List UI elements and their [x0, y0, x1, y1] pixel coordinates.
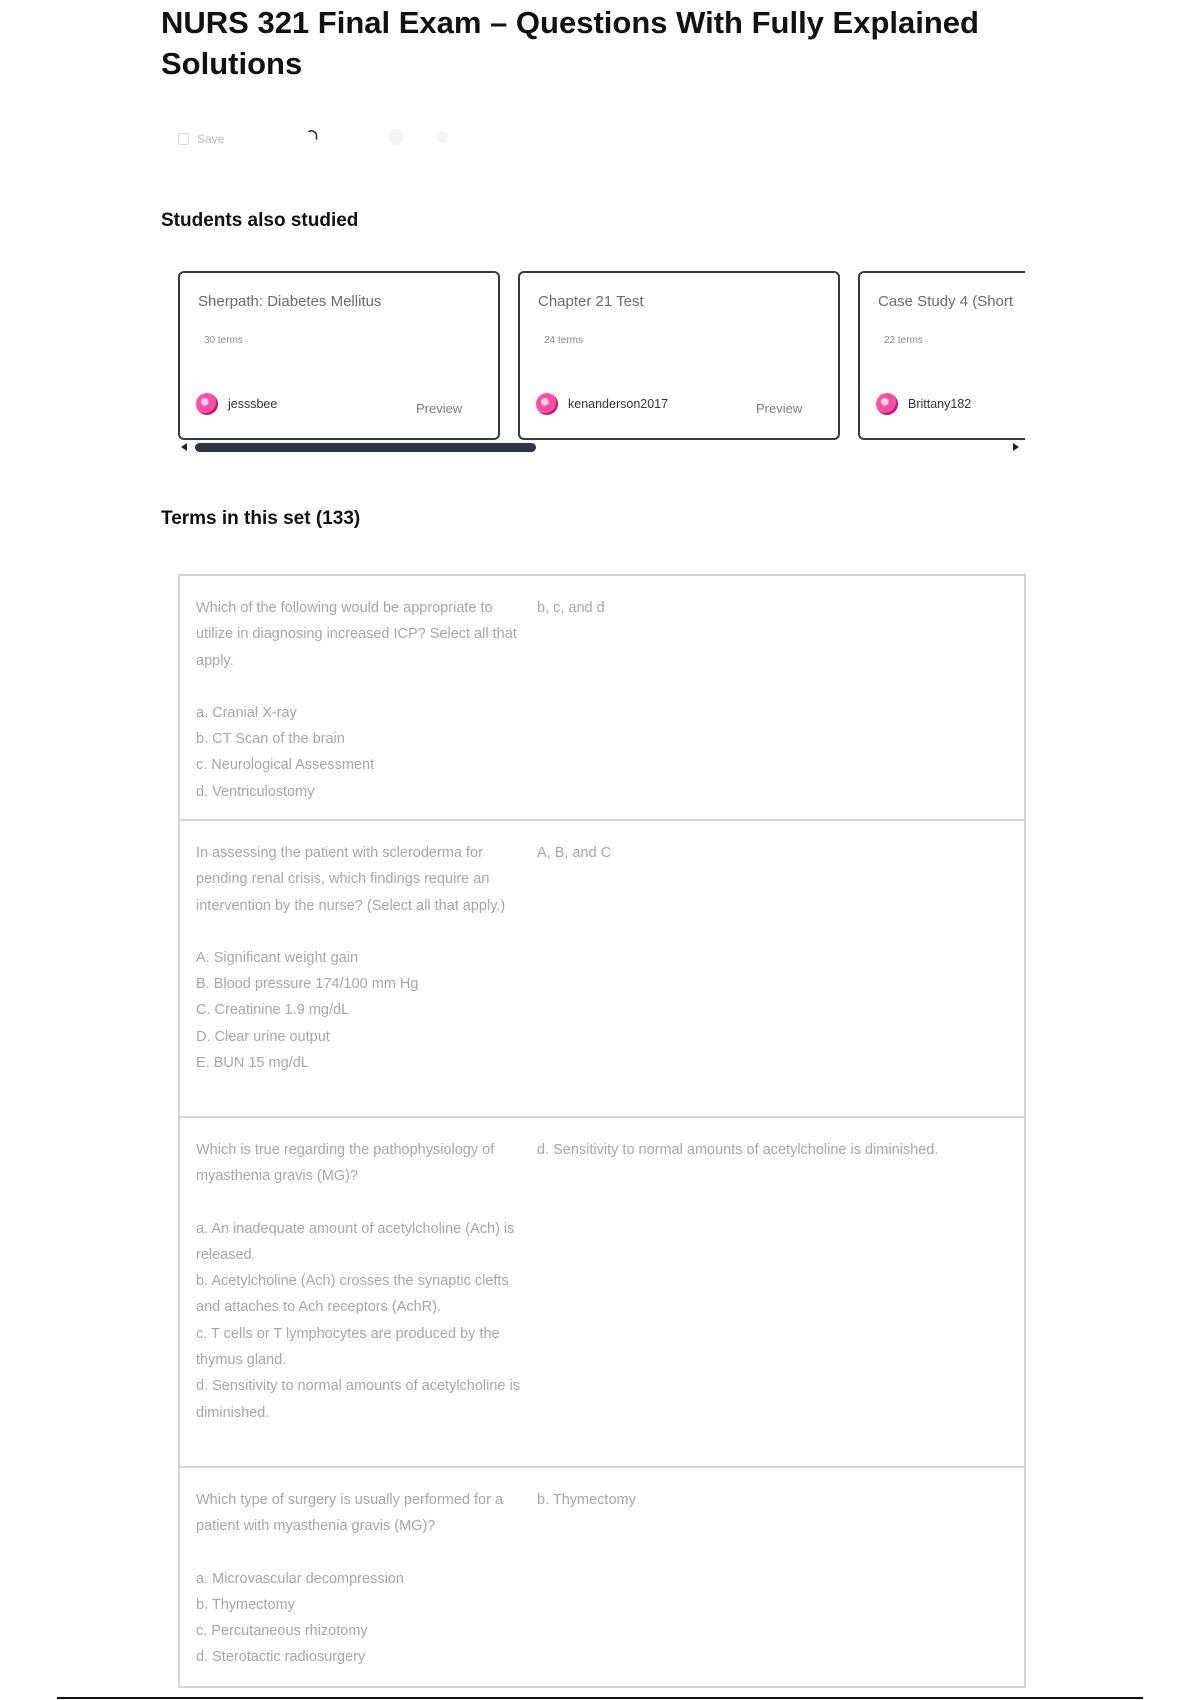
- study-set-card[interactable]: [178, 271, 500, 440]
- carousel-scrollbar[interactable]: [195, 443, 1007, 452]
- loading-spinner-icon: [306, 129, 320, 143]
- answer-option: d. Ventriculostomy: [196, 783, 315, 800]
- toolbar: [178, 126, 224, 152]
- scroll-right-arrow-icon[interactable]: [1013, 443, 1019, 451]
- term-answer: b. Thymectomy: [537, 1492, 636, 1508]
- study-set-carousel: [178, 271, 1025, 456]
- avatar: [536, 393, 558, 415]
- card-term-count: 30 terms: [204, 335, 243, 346]
- answer-option: c. Percutaneous rhizotomy: [196, 1623, 368, 1640]
- answer-option: D. Clear urine output: [196, 1028, 330, 1045]
- question-text: Which of the following would be appropriate to utilize in diagnosing increased ICP? Select all that apply.: [196, 600, 517, 669]
- term-answer: d. Sensitivity to normal amounts of acetylcholine is diminished.: [537, 1142, 939, 1158]
- scroll-left-arrow-icon[interactable]: [181, 443, 187, 451]
- study-set-card[interactable]: [518, 271, 840, 440]
- save-button[interactable]: [178, 132, 224, 146]
- term-row: [180, 821, 1024, 1118]
- card-username[interactable]: Brittany182: [908, 397, 972, 411]
- answer-option: c. T cells or T lymphocytes are produced by the thymus gland.: [196, 1325, 500, 1369]
- term-row: [180, 1468, 1024, 1686]
- card-title: Case Study 4 (Short: [878, 293, 1014, 310]
- card-term-count: 24 terms: [544, 335, 583, 346]
- avatar: [876, 393, 898, 415]
- save-label: Save: [197, 132, 225, 146]
- term-question: [180, 821, 537, 1116]
- term-answer: A, B, and C: [537, 845, 612, 861]
- terms-set-heading: Terms in this set (133): [161, 508, 361, 529]
- preview-button[interactable]: Preview: [416, 401, 463, 416]
- students-also-studied-heading: Students also studied: [161, 210, 359, 231]
- preview-button[interactable]: Preview: [756, 401, 803, 416]
- answer-option: b. CT Scan of the brain: [196, 731, 345, 748]
- answer-option: a. An inadequate amount of acetylcholine (Ach) is released.: [196, 1220, 515, 1263]
- term-answer: b, c, and d: [537, 600, 605, 616]
- answer-option: c. Neurological Assessment: [196, 757, 375, 774]
- bookmark-icon: [178, 133, 189, 145]
- answer-option: d. Sensitivity to normal amounts of acetylcholine is diminished.: [196, 1378, 520, 1421]
- more-icon[interactable]: [436, 131, 448, 143]
- question-text: Which is true regarding the pathophysiology of myasthenia gravis (MG)?: [196, 1142, 495, 1185]
- term-question: [180, 576, 537, 819]
- page-divider: [57, 1697, 1143, 1699]
- card-title: Chapter 21 Test: [538, 293, 644, 310]
- card-username[interactable]: kenanderson2017: [568, 397, 669, 411]
- question-text: Which type of surgery is usually performed for a patient with myasthenia gravis (MG)?: [196, 1492, 504, 1535]
- terms-list: [178, 574, 1026, 1688]
- term-question: [180, 1468, 537, 1686]
- question-text: In assessing the patient with scleroderma for pending renal crisis, which findings require an intervention by the nurse? (Select all that apply.): [196, 845, 506, 914]
- answer-option: d. Sterotactic radiosurgery: [196, 1649, 366, 1666]
- card-title: Sherpath: Diabetes Mellitus: [198, 293, 382, 310]
- study-set-card[interactable]: [858, 271, 1025, 440]
- term-question: [180, 1118, 537, 1466]
- answer-option: b. Acetylcholine (Ach) crosses the synaptic clefts and attaches to Ach receptors (AchR).: [196, 1273, 509, 1316]
- card-term-count: 22 terms: [884, 335, 923, 346]
- avatar: [196, 393, 218, 415]
- answer-option: A. Significant weight gain: [196, 949, 359, 966]
- answer-option: B. Blood pressure 174/100 mm Hg: [196, 976, 419, 993]
- answer-option: E. BUN 15 mg/dL: [196, 1055, 309, 1072]
- page-title: NURS 321 Final Exam – Questions With Fully Explained Solutions: [161, 5, 979, 81]
- answer-option: C. Creatinine 1.9 mg/dL: [196, 1002, 350, 1019]
- term-row: [180, 576, 1024, 821]
- scrollbar-thumb[interactable]: [195, 443, 536, 452]
- share-icon[interactable]: [388, 129, 404, 145]
- card-username[interactable]: jesssbee: [228, 397, 278, 411]
- answer-option: a. Cranial X-ray: [196, 704, 297, 721]
- answer-option: b. Thymectomy: [196, 1596, 295, 1613]
- answer-option: a. Microvascular decompression: [196, 1570, 404, 1587]
- term-row: [180, 1118, 1024, 1468]
